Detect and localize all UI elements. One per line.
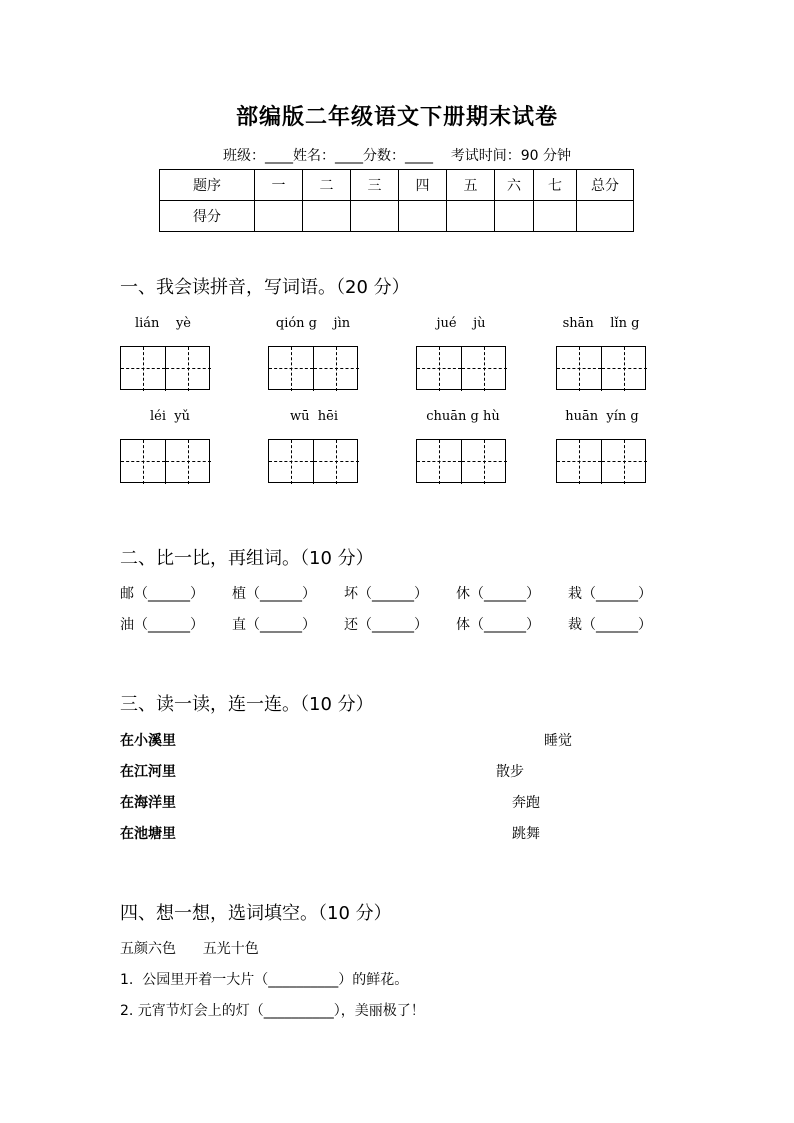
pinyin-label: chuān g hù (426, 409, 500, 424)
pinyin-label: léi yǔ (150, 409, 190, 424)
pinyin-label: huān yín g (565, 409, 639, 424)
grid-cell[interactable] (166, 347, 211, 391)
table-cell: 总分 (577, 170, 634, 201)
section4-heading: 四、想一想，选词填空。（10 分） (120, 903, 392, 924)
word-compare-item[interactable]: 植（______） (232, 586, 316, 602)
word-compare-item[interactable]: 休（______） (456, 586, 540, 602)
pinyin-label: shān lǐn g (562, 316, 640, 331)
word-compare-item[interactable]: 裁（______） (568, 617, 652, 633)
grid-cell[interactable] (557, 440, 602, 484)
match-left-item[interactable]: 在江河里 (120, 764, 176, 780)
fill-in-question[interactable]: 2. 元宵节灯会上的灯（__________），美丽极了！ (120, 1003, 425, 1019)
word-compare-item[interactable]: 坏（______） (344, 586, 428, 602)
grid-cell[interactable] (314, 347, 359, 391)
match-left-item[interactable]: 在池塘里 (120, 826, 176, 842)
match-right-item[interactable]: 奔跑 (512, 795, 540, 811)
section2-heading: 二、比一比，再组词。（10 分） (120, 548, 374, 569)
grid-cell[interactable] (269, 440, 314, 484)
score-table-header-row (160, 170, 634, 201)
grid-cell[interactable] (417, 347, 462, 391)
table-cell[interactable] (534, 201, 577, 232)
word-compare-item[interactable]: 还（______） (344, 617, 428, 633)
writing-grid[interactable] (268, 439, 358, 483)
pinyin-label: jué jù (436, 316, 486, 331)
table-cell: 二 (303, 170, 351, 201)
pinyin-label: qión g jìn (275, 316, 351, 331)
match-right-item[interactable]: 睡觉 (544, 733, 572, 749)
grid-cell[interactable] (557, 347, 602, 391)
grid-cell[interactable] (602, 440, 647, 484)
table-cell[interactable] (447, 201, 495, 232)
table-cell: 题序 (160, 170, 255, 201)
table-cell[interactable] (495, 201, 534, 232)
table-cell[interactable] (255, 201, 303, 232)
fill-in-question[interactable]: 1. 公园里开着一大片（__________）的鲜花。 (120, 972, 409, 988)
word-compare-item[interactable]: 直（______） (232, 617, 316, 633)
grid-cell[interactable] (602, 347, 647, 391)
grid-cell[interactable] (417, 440, 462, 484)
grid-cell[interactable] (121, 440, 166, 484)
table-cell[interactable] (577, 201, 634, 232)
table-cell: 三 (351, 170, 399, 201)
section3-heading: 三、读一读，连一连。（10 分） (120, 694, 374, 715)
grid-cell[interactable] (314, 440, 359, 484)
word-options: 五颜六色 五光十色 (120, 941, 259, 957)
word-compare-item[interactable]: 油（______） (120, 617, 204, 633)
score-table-score-row (160, 201, 634, 232)
section1-heading: 一、我会读拼音，写词语。（20 分） (120, 277, 410, 298)
word-compare-item[interactable]: 体（______） (456, 617, 540, 633)
table-cell: 七 (534, 170, 577, 201)
grid-cell[interactable] (166, 440, 211, 484)
writing-grid[interactable] (556, 346, 646, 390)
match-left-item[interactable]: 在海洋里 (120, 795, 176, 811)
table-cell: 一 (255, 170, 303, 201)
word-compare-item[interactable]: 邮（______） (120, 586, 204, 602)
match-left-item[interactable]: 在小溪里 (120, 733, 176, 749)
word-compare-item[interactable]: 栽（______） (568, 586, 652, 602)
writing-grid[interactable] (416, 346, 506, 390)
page-title: 部编版二年级语文下册期末试卷 (235, 105, 558, 130)
match-right-item[interactable]: 散步 (496, 764, 524, 780)
writing-grid[interactable] (120, 346, 210, 390)
table-cell: 六 (495, 170, 534, 201)
match-right-item[interactable]: 跳舞 (512, 826, 540, 842)
table-cell: 五 (447, 170, 495, 201)
student-info-line: 班级：____姓名：____分数：____ 考试时间：90 分钟 (222, 148, 572, 164)
table-cell: 得分 (160, 201, 255, 232)
grid-cell[interactable] (462, 440, 507, 484)
score-table (159, 169, 634, 232)
table-cell: 四 (399, 170, 447, 201)
writing-grid[interactable] (120, 439, 210, 483)
table-cell[interactable] (399, 201, 447, 232)
pinyin-label: wū hēi (290, 409, 338, 424)
grid-cell[interactable] (269, 347, 314, 391)
writing-grid[interactable] (556, 439, 646, 483)
writing-grid[interactable] (416, 439, 506, 483)
writing-grid[interactable] (268, 346, 358, 390)
table-cell[interactable] (351, 201, 399, 232)
grid-cell[interactable] (121, 347, 166, 391)
grid-cell[interactable] (462, 347, 507, 391)
pinyin-label: lián yè (134, 316, 191, 331)
table-cell[interactable] (303, 201, 351, 232)
